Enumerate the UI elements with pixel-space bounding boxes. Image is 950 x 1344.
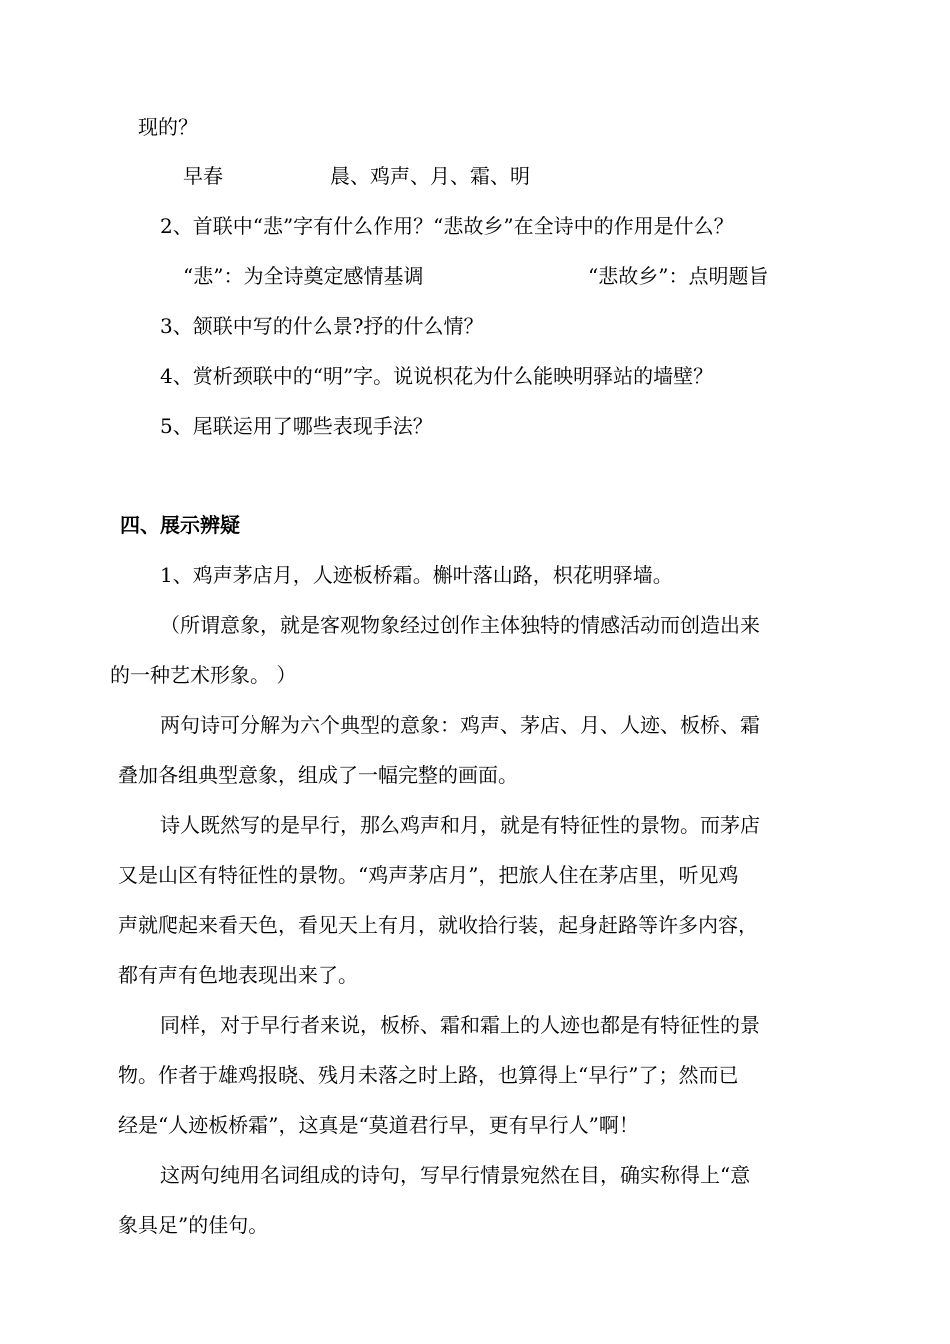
paragraph-line: 叠加各组典型意象，组成了一幅完整的画面。 [118,763,518,787]
question-4: 4、赏析颈联中的“明”字。说说枳花为什么能映明驿站的墙壁？ [160,364,714,388]
answer2-bei-guxiang: “悲故乡”：点明题旨 [588,264,769,288]
paragraph-line: 这两句纯用名词组成的诗句，写早行情景宛然在目，确实称得上“意 [160,1163,751,1187]
question-2: 2、首联中“悲”字有什么作用？“悲故乡”在全诗中的作用是什么？ [160,214,734,238]
paragraph-line: 经是“人迹板桥霜”，这真是“莫道君行早，更有早行人”啊！ [118,1113,639,1137]
paragraph-line: 两句诗可分解为六个典型的意象：鸡声、茅店、月、人迹、板桥、霜 [160,713,760,737]
answer1-season: 早春 [183,164,223,188]
note-line: （所谓意象，就是客观物象经过创作主体独特的情感活动而创造出来 [160,613,760,637]
paragraph-line: 又是山区有特征性的景物。“鸡声茅店月”，把旅人住在茅店里，听见鸡 [118,863,739,887]
note-line: 的一种艺术形象。 ） [110,663,297,687]
paragraph-line: 声就爬起来看天色，看见天上有月，就收拾行装，起身赶路等许多内容， [118,913,758,937]
continuation-text: 现的？ [138,115,198,139]
paragraph-line: 都有声有色地表现出来了。 [118,963,358,987]
section-heading: 四、展示辨疑 [120,513,240,537]
answer2-bei: “悲”：为全诗奠定感情基调 [183,264,424,288]
paragraph-line: 物。作者于雄鸡报晓、残月未落之时上路，也算得上“早行”了；然而已 [118,1063,739,1087]
answer1-imagery: 晨、鸡声、月、霜、明 [330,164,530,188]
paragraph-line: 同样，对于早行者来说，板桥、霜和霜上的人迹也都是有特征性的景 [160,1013,760,1037]
paragraph-line: 象具足”的佳句。 [118,1213,269,1237]
poem-lines: 1、鸡声茅店月，人迹板桥霜。槲叶落山路，枳花明驿墙。 [160,563,673,587]
paragraph-line: 诗人既然写的是早行，那么鸡声和月，就是有特征性的景物。而茅店 [160,813,760,837]
question-3: 3、颔联中写的什么景?抒的什么情？ [160,314,484,338]
question-5: 5、尾联运用了哪些表现手法？ [160,414,433,438]
